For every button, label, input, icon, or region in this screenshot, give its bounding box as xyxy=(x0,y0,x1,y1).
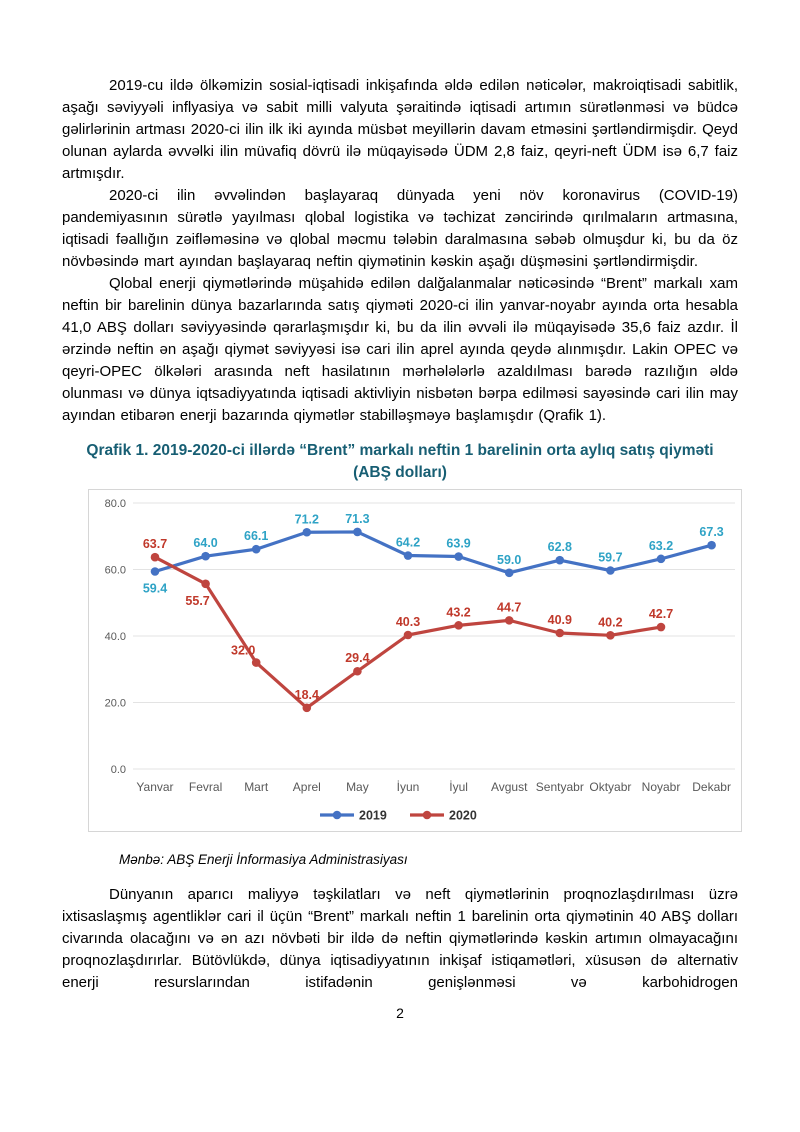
chart-title-line2: (ABŞ dolları) xyxy=(353,463,447,481)
data-label-2019: 71.2 xyxy=(294,512,319,527)
legend-label-2019: 2019 xyxy=(359,808,387,823)
y-axis-tick: 60.0 xyxy=(104,564,126,577)
data-point-2020 xyxy=(657,623,666,632)
data-label-2020: 29.4 xyxy=(345,651,370,666)
data-label-2019: 71.3 xyxy=(345,511,370,526)
paragraph-forecast: Dünyanın aparıcı maliyyə təşkilatları və neft qiymətlərinin proqnozlaşdırılması üzrə ixtisaslaşmış agentliklər cari il üçün “Brent” markalı neftin 1 barelinin orta qiymətinin 40 ABŞ dolları civarında olacağını və ən azı növbəti bir ildə də neftin qiymətlərində kəskin artımın olmayacağını proqnozlaşdırırlar. Bütövlükdə, dünya iqtisadiyyatının inkişaf istiqamətləri, xüsusən də alternativ enerji resurslarından istifadənin genişlənməsi və karbohidrogen xyxy=(62,886,738,991)
chart-title xyxy=(62,440,738,483)
legend-label-2020: 2020 xyxy=(449,808,477,823)
data-label-2019: 63.2 xyxy=(648,538,674,553)
data-point-2019 xyxy=(353,528,362,537)
data-point-2020 xyxy=(303,704,312,713)
x-axis-label: Avgust xyxy=(490,780,528,794)
data-point-2020 xyxy=(151,553,160,562)
data-point-2020 xyxy=(404,631,413,640)
series-line-2019 xyxy=(155,532,712,573)
brent-price-line-chart xyxy=(88,489,742,832)
data-label-2020: 43.2 xyxy=(446,605,471,620)
data-label-2019: 64.0 xyxy=(193,536,218,551)
data-label-2019: 59.0 xyxy=(497,552,522,567)
data-point-2019 xyxy=(657,555,666,564)
data-point-2019 xyxy=(505,569,514,578)
paragraph-macroeconomic-results: 2019-cu ildə ölkəmizin sosial-iqtisadi inkişafında əldə edilən nəticələr, makroiqtisadi sabitlik, aşağı səviyyəli inflyasiya və sabit milli valyuta şəraitində iqtisadi artımın sürətlənməsi və büdcə gəlirlərinin artması 2020-ci ilin ilk iki ayında müsbət meyillərin davam etməsini şərtləndirmişdir. Qeyd olunan aylarda əvvəlki ilin müvafiq dövrü ilə müqayisədə ÜDM 2,8 faiz, qeyri-neft ÜDM isə 6,7 faiz artmışdır. xyxy=(62,77,738,182)
chart-canvas xyxy=(89,490,741,831)
data-label-2020: 40.2 xyxy=(598,615,623,630)
data-label-2019: 59.7 xyxy=(598,550,623,565)
x-axis-label: May xyxy=(346,780,369,794)
x-axis-label: Fevral xyxy=(188,780,223,794)
x-axis-label: Oktyabr xyxy=(589,780,632,794)
data-point-2019 xyxy=(252,545,261,554)
y-axis-tick: 20.0 xyxy=(104,697,126,710)
paragraph-brent-price-overview: Qlobal enerji qiymətlərində müşahidə edilən dalğalanmalar nəticəsində “Brent” markalı xam neftin bir barelinin dünya bazarlarında satış qiyməti 2020-ci ilin yanvar-noyabr ayında orta hesabla 41,0 ABŞ dolları səviyyəsində qərarlaşmışdır ki, bu da ilin əvvəli ilə müqayisədə 35,6 faiz azdır. İl ərzində neftin ən aşağı qiymət səviyyəsi isə cari ilin aprel ayında qeydə alınmışdır. Lakin OPEC və qeyri-OPEC ölkələri arasında neft hasilatının mərhələlərlə azaldılması barədə razılığın əldə olunması və dünya iqtsadiyyatında iqtisadi aktivliyin nisbətən bərpa edilməsi sayəsində cari ilin may ayından etibarən enerji bazarında qiymətlər stabilləşməyə başlamışdır (Qrafik 1). xyxy=(62,275,738,424)
data-label-2020: 42.7 xyxy=(648,607,674,622)
data-label-2020: 40.3 xyxy=(395,615,421,630)
page-number: 2 xyxy=(396,1005,404,1021)
data-point-2020 xyxy=(353,667,362,676)
legend-marker-2019 xyxy=(333,811,342,820)
data-point-2019 xyxy=(151,567,160,576)
chart-title-line1: Qrafik 1. 2019-2020-ci illərdə “Brent” markalı neftin 1 barelinin orta aylıq satış qiyməti xyxy=(86,442,714,459)
data-label-2020: 44.7 xyxy=(497,600,522,615)
data-point-2019 xyxy=(707,541,716,550)
data-point-2019 xyxy=(404,551,413,560)
data-label-2020: 63.7 xyxy=(142,537,168,552)
data-label-2019: 66.1 xyxy=(244,529,269,544)
x-axis-label: Noyabr xyxy=(641,780,681,794)
y-axis-tick: 40.0 xyxy=(104,631,126,643)
data-point-2020 xyxy=(454,621,463,630)
data-point-2019 xyxy=(201,552,210,561)
data-point-2020 xyxy=(201,579,210,588)
x-axis-label: İyul xyxy=(449,780,468,794)
x-axis-label: Sentyabr xyxy=(535,780,584,794)
x-axis-label: Dekabr xyxy=(692,780,731,794)
data-label-2019: 67.3 xyxy=(699,525,724,540)
data-point-2019 xyxy=(556,556,565,565)
x-axis-label: Mart xyxy=(244,780,269,794)
data-point-2020 xyxy=(556,629,565,638)
y-axis-tick: 80.0 xyxy=(104,498,126,510)
data-point-2019 xyxy=(303,528,312,537)
data-point-2020 xyxy=(252,658,261,667)
data-label-2019: 59.4 xyxy=(142,581,168,596)
paragraph-covid-impact: 2020-ci ilin əvvəlindən başlayaraq dünyada yeni növ koronavirus (COVID-19) pandemiyasının sürətlə yayılması qlobal logistika və təchizat zəncirində qırılmaların artmasına, iqtisadi fəallığın zəifləməsinə və qlobal məcmu tələbin daralmasına səbəb olmuşdur ki, bu da öz növbəsində mart ayından başlayaraq neftin qiymətinin kəskin aşağı düşməsini şərtləndirmişdir. xyxy=(62,187,738,270)
data-label-2020: 32.0 xyxy=(231,643,256,658)
legend-marker-2020 xyxy=(423,811,432,820)
data-label-2020: 55.7 xyxy=(185,593,210,608)
data-label-2019: 62.8 xyxy=(547,540,572,555)
x-axis-label: İyun xyxy=(396,780,420,794)
y-axis-tick: 0.0 xyxy=(110,764,126,776)
x-axis-label: Yanvar xyxy=(136,780,174,794)
data-label-2019: 63.9 xyxy=(446,536,471,551)
data-point-2020 xyxy=(606,631,615,640)
data-point-2020 xyxy=(505,616,514,625)
data-label-2019: 64.2 xyxy=(395,535,421,550)
x-axis-label: Aprel xyxy=(292,780,321,794)
data-point-2019 xyxy=(606,566,615,575)
data-point-2019 xyxy=(454,552,463,561)
data-label-2020: 18.4 xyxy=(294,687,319,702)
chart-source-note: Mənbə: ABŞ Enerji İnformasiya Administrasiyası xyxy=(119,852,408,867)
data-label-2020: 40.9 xyxy=(547,613,572,628)
